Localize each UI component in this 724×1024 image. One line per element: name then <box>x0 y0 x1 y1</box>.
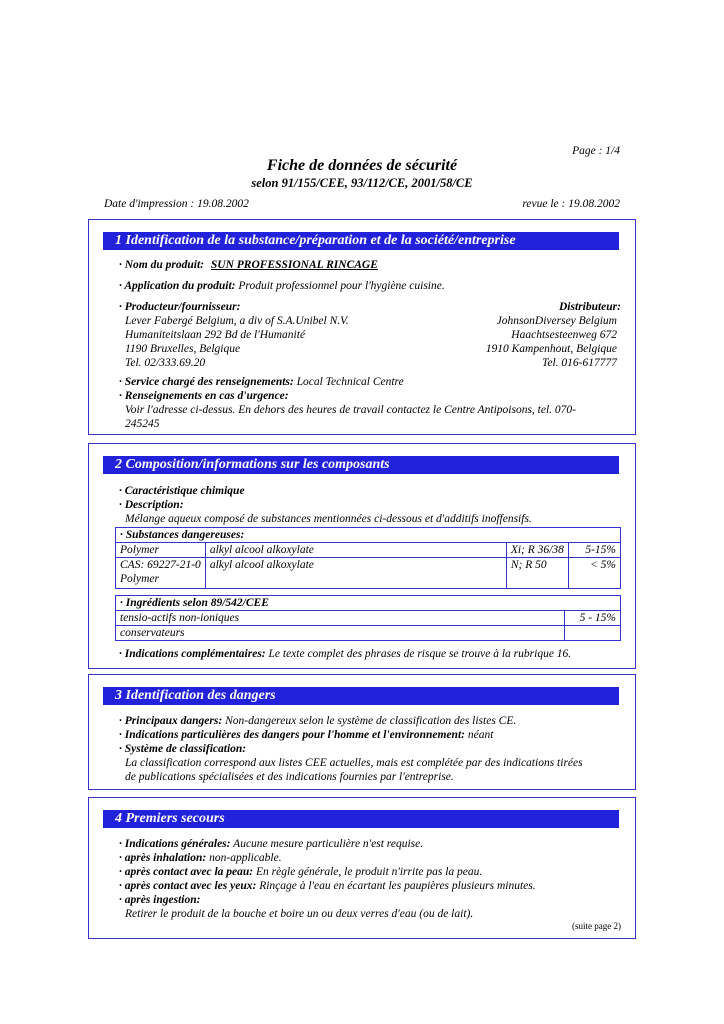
product-name-value: SUN PROFESSIONAL RINCAGE <box>210 259 378 271</box>
emergency-text: 245245 <box>125 418 160 430</box>
table-cell <box>565 626 621 641</box>
service-label: · Service chargé des renseignements: <box>119 376 294 388</box>
table-row <box>116 596 621 611</box>
document-title: Fiche de données de sécurité <box>266 157 458 174</box>
document-subtitle: selon 91/155/CEE, 93/112/CE, 2001/58/CE <box>251 176 473 190</box>
classification-text: de publications spécialisées et des indications fournies par l'entreprise. <box>125 771 454 783</box>
table-row <box>116 528 621 543</box>
table-cell: alkyl alcool alkoxylate <box>205 543 506 558</box>
distributor-line: JohnsonDiversey Belgium <box>496 315 617 327</box>
section-2-title: 2 Composition/informations sur les composants <box>103 456 619 474</box>
table-row <box>116 558 621 589</box>
application-value: Produit professionnel pour l'hygiène cuisine. <box>238 280 445 292</box>
section-4 <box>88 797 636 939</box>
section-1 <box>88 219 636 435</box>
eye-contact-label: · après contact avec les yeux: <box>119 880 257 892</box>
ingestion-label: · après ingestion: <box>119 894 201 906</box>
skin-contact-row <box>119 865 621 879</box>
general-value: Aucune mesure particulière n'est requise. <box>233 838 424 850</box>
skin-contact-label: · après contact avec la peau: <box>119 866 254 878</box>
producer-line: Lever Fabergé Belgium, a div of S.A.Unibel N.V. <box>125 315 349 327</box>
emergency-label: · Renseignements en cas d'urgence: <box>119 390 289 402</box>
particular-dangers-value: néant <box>467 729 494 741</box>
inhalation-label: · après inhalation: <box>119 852 207 864</box>
table-cell: Xi; R 36/38 <box>506 543 568 558</box>
main-dangers-label: · Principaux dangers: <box>119 715 223 727</box>
eye-contact-row <box>119 879 621 893</box>
section-4-title: 4 Premiers secours <box>103 810 619 828</box>
table-cell: N; R 50 <box>506 558 568 589</box>
extra-info-row <box>119 647 621 661</box>
ingredients-table <box>115 595 621 641</box>
service-value: Local Technical Centre <box>296 376 404 388</box>
description-label: · Description: <box>119 499 184 511</box>
section-2 <box>88 443 636 669</box>
section-1-title: 1 Identification de la substance/préparation et de la société/entreprise <box>103 232 619 250</box>
section-3 <box>88 674 636 790</box>
extra-info-label: · Indications complémentaires: <box>119 648 266 660</box>
main-dangers-row <box>119 714 621 728</box>
particular-dangers-row <box>119 728 621 742</box>
revision-date: revue le : 19.08.2002 <box>522 198 620 210</box>
particular-dangers-label: · Indications particulières des dangers pour l'homme et l'environnement: <box>119 729 465 741</box>
producer-line: Humaniteitslaan 292 Bd de l'Humanité <box>125 329 306 341</box>
table-cell: alkyl alcool alkoxylate <box>205 558 506 589</box>
cas-substance: Polymer <box>120 573 159 585</box>
page-number: Page : 1/4 <box>572 145 620 157</box>
producer-label: · Producteur/fournisseur: <box>119 301 241 313</box>
table-row <box>116 543 621 558</box>
main-dangers-value: Non-dangereux selon le système de classification des listes CE. <box>225 715 517 727</box>
section-3-title: 3 Identification des dangers <box>103 687 619 705</box>
ingredients-label: · Ingrédients selon 89/542/CEE <box>116 596 621 611</box>
inhalation-row <box>119 851 621 865</box>
distributor-line: Haachtsesteenweg 672 <box>511 329 617 341</box>
inhalation-value: non-applicable. <box>209 852 282 864</box>
classification-text: La classification correspond aux listes CEE actuelles, mais est complétée par des indications tirées <box>125 757 583 769</box>
emergency-text: Voir l'adresse ci-dessus. En dehors des heures de travail contactez le Centre Antipoisons, tel. 070- <box>125 404 577 416</box>
table-cell: 5-15% <box>568 543 620 558</box>
chemical-characteristic-label: · Caractéristique chimique <box>119 485 245 497</box>
ingestion-value: Retirer le produit de la bouche et boire un ou deux verres d'eau (ou de lait). <box>125 908 474 920</box>
table-row <box>116 611 621 626</box>
distributor-line: 1910 Kampenhout, Belgique <box>485 343 617 355</box>
table-cell: Polymer <box>116 543 206 558</box>
continued-note: (suite page 2) <box>572 921 621 931</box>
table-cell: < 5% <box>568 558 620 589</box>
table-cell: 5 - 15% <box>565 611 621 626</box>
product-name-label: · Nom du produit: <box>119 259 204 271</box>
table-row <box>116 626 621 641</box>
distributor-line: Tel. 016-617777 <box>542 357 617 369</box>
eye-contact-value: Rinçage à l'eau en écartant les paupières plusieurs minutes. <box>259 880 536 892</box>
hazardous-substances-label: · Substances dangereuses: <box>116 528 621 543</box>
cas-number: CAS: 69227-21-0 <box>120 559 201 571</box>
table-cell <box>116 558 206 589</box>
product-name-row <box>119 258 621 272</box>
table-cell: tensio-actifs non-ioniques <box>116 611 565 626</box>
extra-info-value: Le texte complet des phrases de risque se trouve à la rubrique 16. <box>268 648 572 660</box>
description-value: Mélange aqueux composé de substances mentionnées ci-dessous et d'additifs inoffensifs. <box>125 513 532 525</box>
general-label: · Indications générales: <box>119 838 231 850</box>
producer-line: 1190 Bruxelles, Belgique <box>125 343 241 355</box>
producer-line: Tel. 02/333.69.20 <box>125 357 206 369</box>
print-date: Date d'impression : 19.08.2002 <box>104 198 249 210</box>
table-cell: conservateurs <box>116 626 565 641</box>
application-row <box>119 279 621 293</box>
distributor-label: Distributeur: <box>559 301 621 313</box>
service-row <box>119 375 621 389</box>
application-label: · Application du produit: <box>119 280 236 292</box>
classification-system-label: · Système de classification: <box>119 743 247 755</box>
hazardous-substances-table <box>115 527 621 589</box>
general-row <box>119 837 621 851</box>
skin-contact-value: En règle générale, le produit n'irrite pas la peau. <box>256 866 483 878</box>
